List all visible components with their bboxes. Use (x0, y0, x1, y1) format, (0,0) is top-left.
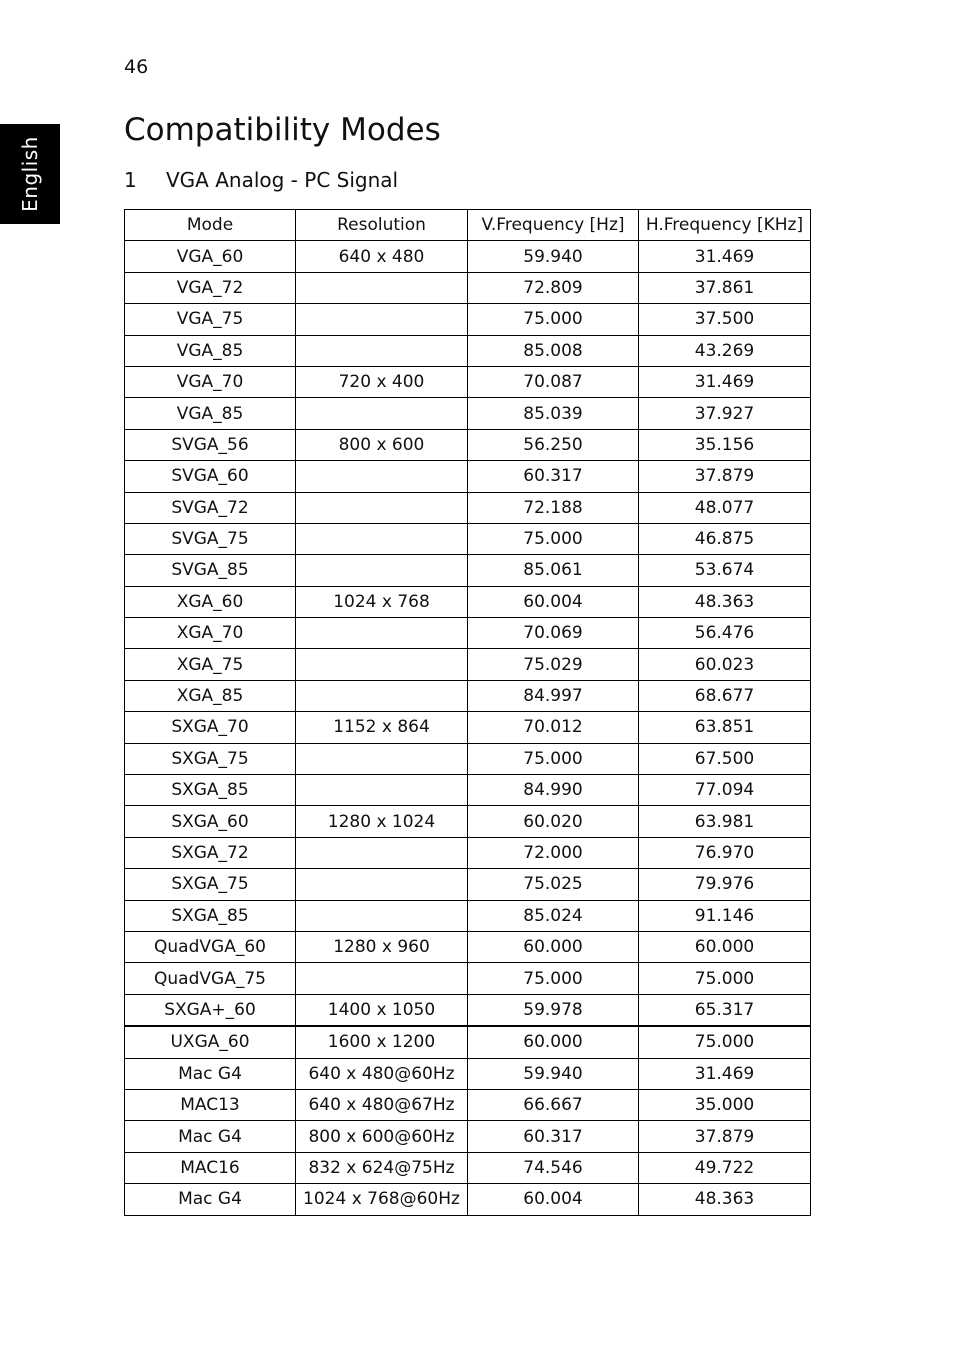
cell-mode: XGA_60 (125, 586, 296, 617)
cell-h-frequency: 48.077 (639, 492, 811, 523)
table-row (125, 492, 811, 523)
cell-h-frequency: 49.722 (639, 1152, 811, 1183)
table-row (125, 1152, 811, 1183)
table-row (125, 523, 811, 554)
cell-mode: Mac G4 (125, 1184, 296, 1215)
cell-mode: MAC16 (125, 1152, 296, 1183)
cell-mode: SVGA_72 (125, 492, 296, 523)
cell-v-frequency: 75.000 (468, 304, 639, 335)
table-row (125, 963, 811, 994)
cell-h-frequency: 37.500 (639, 304, 811, 335)
cell-v-frequency: 72.809 (468, 272, 639, 303)
cell-resolution: 800 x 600 (296, 429, 468, 460)
cell-resolution (296, 743, 468, 774)
table-row (125, 743, 811, 774)
table-row (125, 429, 811, 460)
table-row (125, 272, 811, 303)
cell-h-frequency: 46.875 (639, 523, 811, 554)
cell-h-frequency: 56.476 (639, 618, 811, 649)
cell-resolution (296, 335, 468, 366)
table-row (125, 335, 811, 366)
cell-v-frequency: 59.940 (468, 1058, 639, 1089)
table-row (125, 1026, 811, 1058)
compatibility-table (124, 209, 811, 1216)
cell-v-frequency: 60.004 (468, 586, 639, 617)
cell-v-frequency: 75.025 (468, 869, 639, 900)
cell-mode: SXGA_72 (125, 837, 296, 868)
cell-h-frequency: 31.469 (639, 241, 811, 272)
header-mode: Mode (125, 210, 296, 241)
cell-mode: SXGA_75 (125, 869, 296, 900)
cell-resolution (296, 900, 468, 931)
cell-v-frequency: 85.008 (468, 335, 639, 366)
cell-v-frequency: 85.039 (468, 398, 639, 429)
cell-h-frequency: 35.000 (639, 1089, 811, 1120)
table-row (125, 931, 811, 962)
cell-resolution (296, 869, 468, 900)
cell-resolution (296, 963, 468, 994)
table-row (125, 900, 811, 931)
cell-h-frequency: 68.677 (639, 680, 811, 711)
table-row (125, 1058, 811, 1089)
table-row (125, 1089, 811, 1120)
table-row (125, 304, 811, 335)
cell-h-frequency: 79.976 (639, 869, 811, 900)
cell-v-frequency: 60.317 (468, 461, 639, 492)
cell-resolution (296, 272, 468, 303)
cell-resolution (296, 837, 468, 868)
cell-resolution: 720 x 400 (296, 366, 468, 397)
cell-v-frequency: 75.000 (468, 523, 639, 554)
cell-v-frequency: 84.997 (468, 680, 639, 711)
header-h-frequency: H.Frequency [KHz] (639, 210, 811, 241)
cell-mode: SVGA_85 (125, 555, 296, 586)
cell-resolution: 1280 x 1024 (296, 806, 468, 837)
section-heading (124, 168, 398, 192)
cell-h-frequency: 63.981 (639, 806, 811, 837)
cell-h-frequency: 76.970 (639, 837, 811, 868)
header-v-frequency: V.Frequency [Hz] (468, 210, 639, 241)
cell-resolution (296, 461, 468, 492)
cell-h-frequency: 37.879 (639, 1121, 811, 1152)
section-title: VGA Analog - PC Signal (166, 168, 399, 192)
cell-mode: SXGA_75 (125, 743, 296, 774)
cell-mode: SVGA_75 (125, 523, 296, 554)
table-row (125, 837, 811, 868)
cell-v-frequency: 60.000 (468, 931, 639, 962)
cell-v-frequency: 60.004 (468, 1184, 639, 1215)
table-row (125, 649, 811, 680)
cell-v-frequency: 75.000 (468, 743, 639, 774)
language-tab-label: English (18, 136, 42, 212)
cell-mode: QuadVGA_60 (125, 931, 296, 962)
cell-mode: VGA_70 (125, 366, 296, 397)
cell-h-frequency: 67.500 (639, 743, 811, 774)
cell-mode: SVGA_56 (125, 429, 296, 460)
cell-resolution: 1024 x 768 (296, 586, 468, 617)
cell-resolution (296, 398, 468, 429)
cell-mode: SXGA_85 (125, 900, 296, 931)
table-row (125, 618, 811, 649)
header-resolution: Resolution (296, 210, 468, 241)
table-row (125, 994, 811, 1026)
cell-resolution: 1024 x 768@60Hz (296, 1184, 468, 1215)
cell-mode: XGA_85 (125, 680, 296, 711)
table-row (125, 1184, 811, 1215)
cell-mode: Mac G4 (125, 1121, 296, 1152)
cell-v-frequency: 66.667 (468, 1089, 639, 1120)
cell-h-frequency: 91.146 (639, 900, 811, 931)
cell-v-frequency: 60.020 (468, 806, 639, 837)
cell-resolution (296, 680, 468, 711)
table-row (125, 398, 811, 429)
cell-h-frequency: 75.000 (639, 1026, 811, 1058)
cell-mode: VGA_72 (125, 272, 296, 303)
cell-resolution: 832 x 624@75Hz (296, 1152, 468, 1183)
cell-mode: XGA_70 (125, 618, 296, 649)
cell-mode: SXGA_85 (125, 775, 296, 806)
cell-v-frequency: 74.546 (468, 1152, 639, 1183)
cell-resolution: 1400 x 1050 (296, 994, 468, 1026)
cell-mode: UXGA_60 (125, 1026, 296, 1058)
language-tab (0, 124, 60, 224)
cell-h-frequency: 60.023 (639, 649, 811, 680)
cell-v-frequency: 59.978 (468, 994, 639, 1026)
cell-resolution (296, 555, 468, 586)
cell-v-frequency: 59.940 (468, 241, 639, 272)
cell-resolution (296, 618, 468, 649)
cell-v-frequency: 56.250 (468, 429, 639, 460)
table-row (125, 680, 811, 711)
cell-mode: XGA_75 (125, 649, 296, 680)
section-number: 1 (124, 168, 137, 192)
cell-h-frequency: 31.469 (639, 1058, 811, 1089)
cell-mode: SXGA_60 (125, 806, 296, 837)
cell-v-frequency: 75.029 (468, 649, 639, 680)
cell-resolution (296, 649, 468, 680)
cell-mode: VGA_85 (125, 398, 296, 429)
cell-resolution: 640 x 480@67Hz (296, 1089, 468, 1120)
page-title: Compatibility Modes (124, 112, 441, 148)
cell-mode: QuadVGA_75 (125, 963, 296, 994)
cell-h-frequency: 37.879 (639, 461, 811, 492)
cell-resolution: 1152 x 864 (296, 712, 468, 743)
table-row (125, 712, 811, 743)
cell-h-frequency: 63.851 (639, 712, 811, 743)
cell-v-frequency: 60.000 (468, 1026, 639, 1058)
cell-mode: VGA_75 (125, 304, 296, 335)
cell-mode: VGA_60 (125, 241, 296, 272)
cell-v-frequency: 70.012 (468, 712, 639, 743)
cell-mode: SXGA+_60 (125, 994, 296, 1026)
cell-mode: VGA_85 (125, 335, 296, 366)
cell-mode: Mac G4 (125, 1058, 296, 1089)
table-body (125, 241, 811, 1215)
cell-h-frequency: 77.094 (639, 775, 811, 806)
cell-h-frequency: 65.317 (639, 994, 811, 1026)
cell-h-frequency: 53.674 (639, 555, 811, 586)
cell-h-frequency: 35.156 (639, 429, 811, 460)
page-number: 46 (124, 56, 149, 78)
cell-h-frequency: 60.000 (639, 931, 811, 962)
cell-mode: SXGA_70 (125, 712, 296, 743)
cell-v-frequency: 70.069 (468, 618, 639, 649)
table-row (125, 555, 811, 586)
cell-h-frequency: 37.861 (639, 272, 811, 303)
cell-v-frequency: 72.000 (468, 837, 639, 868)
cell-h-frequency: 48.363 (639, 586, 811, 617)
cell-v-frequency: 70.087 (468, 366, 639, 397)
table-header-row (125, 210, 811, 241)
cell-resolution: 800 x 600@60Hz (296, 1121, 468, 1152)
cell-h-frequency: 75.000 (639, 963, 811, 994)
cell-h-frequency: 37.927 (639, 398, 811, 429)
table-row (125, 869, 811, 900)
table-row (125, 1121, 811, 1152)
cell-v-frequency: 60.317 (468, 1121, 639, 1152)
table-row (125, 806, 811, 837)
table-row (125, 366, 811, 397)
cell-resolution (296, 304, 468, 335)
cell-v-frequency: 75.000 (468, 963, 639, 994)
cell-resolution (296, 492, 468, 523)
cell-h-frequency: 31.469 (639, 366, 811, 397)
cell-h-frequency: 48.363 (639, 1184, 811, 1215)
cell-resolution: 1600 x 1200 (296, 1026, 468, 1058)
cell-mode: MAC13 (125, 1089, 296, 1120)
cell-resolution (296, 775, 468, 806)
cell-resolution: 640 x 480 (296, 241, 468, 272)
cell-v-frequency: 85.024 (468, 900, 639, 931)
cell-v-frequency: 72.188 (468, 492, 639, 523)
table-row (125, 461, 811, 492)
cell-resolution: 640 x 480@60Hz (296, 1058, 468, 1089)
cell-resolution (296, 523, 468, 554)
table-row (125, 586, 811, 617)
cell-resolution: 1280 x 960 (296, 931, 468, 962)
cell-h-frequency: 43.269 (639, 335, 811, 366)
table-row (125, 241, 811, 272)
table-row (125, 775, 811, 806)
cell-mode: SVGA_60 (125, 461, 296, 492)
cell-v-frequency: 84.990 (468, 775, 639, 806)
cell-v-frequency: 85.061 (468, 555, 639, 586)
